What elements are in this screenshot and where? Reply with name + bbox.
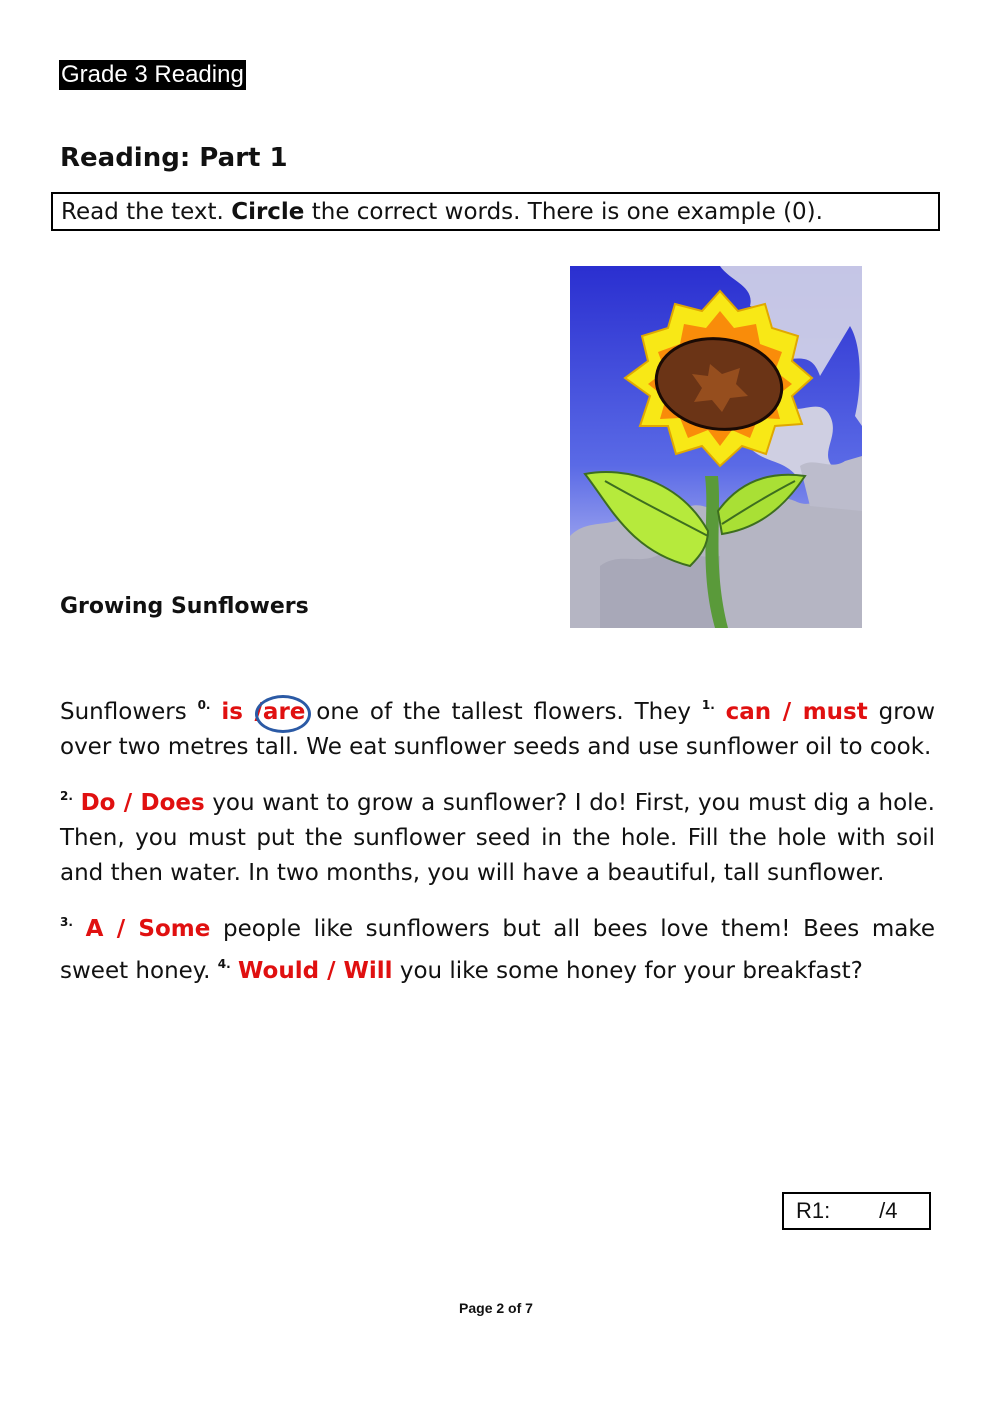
answer-word: are <box>262 699 306 725</box>
page-of: of <box>504 1300 526 1316</box>
question-number: 1. <box>701 698 715 712</box>
choice-options[interactable]: Do / Does <box>80 790 205 816</box>
sunflower-illustration <box>570 266 862 628</box>
instruction-text-end: the correct words. There is one example (0). <box>304 199 823 225</box>
choice-option[interactable]: is / <box>221 699 263 725</box>
text: grow over two metres tall. We eat sunflower seeds and use sunflower oil to cook. <box>60 699 936 760</box>
passage-title: Growing Sunflowers <box>60 594 309 619</box>
question-number: 0. <box>197 698 211 712</box>
text: you like some honey for your breakfast? <box>392 958 863 984</box>
paragraph-2 <box>60 779 935 891</box>
page-label: Page <box>459 1300 497 1316</box>
text: one of the tallest flowers. They <box>305 699 702 725</box>
instruction-text: Read the text. <box>61 199 232 225</box>
question-number: 4. <box>217 957 231 971</box>
paragraph-3 <box>60 905 935 989</box>
text: you want to grow a sunflower? I do! First, you must dig a hole. Then, you must put the sunflower seed in the hole. Fill the hole with soil and then water. In two months, you will have a beautiful, tall sunflower. <box>60 790 935 886</box>
passage <box>60 688 935 1003</box>
instruction-box <box>51 192 940 231</box>
page-current: 2 <box>496 1300 505 1316</box>
circled-answer[interactable] <box>263 699 305 725</box>
instruction-bold-word: Circle <box>231 199 305 225</box>
text: people like sunflowers but all bees love them! Bees make sweet honey. <box>60 916 936 984</box>
page-total: 7 <box>525 1300 533 1316</box>
choice-options[interactable]: Would / Will <box>238 958 393 984</box>
text: Sunflowers <box>60 699 198 725</box>
grade-label: Grade 3 Reading <box>61 61 244 88</box>
question-number: 3. <box>60 915 73 929</box>
choice-options[interactable]: can / must <box>725 699 868 725</box>
section-title: Reading: Part 1 <box>60 143 288 173</box>
paragraph-1 <box>60 688 935 765</box>
choice-options[interactable]: A / Some <box>85 916 211 942</box>
page-number <box>0 1300 992 1316</box>
question-number: 2. <box>60 789 73 803</box>
score-box: R1: /4 <box>782 1192 931 1230</box>
answer-circle <box>255 695 311 733</box>
